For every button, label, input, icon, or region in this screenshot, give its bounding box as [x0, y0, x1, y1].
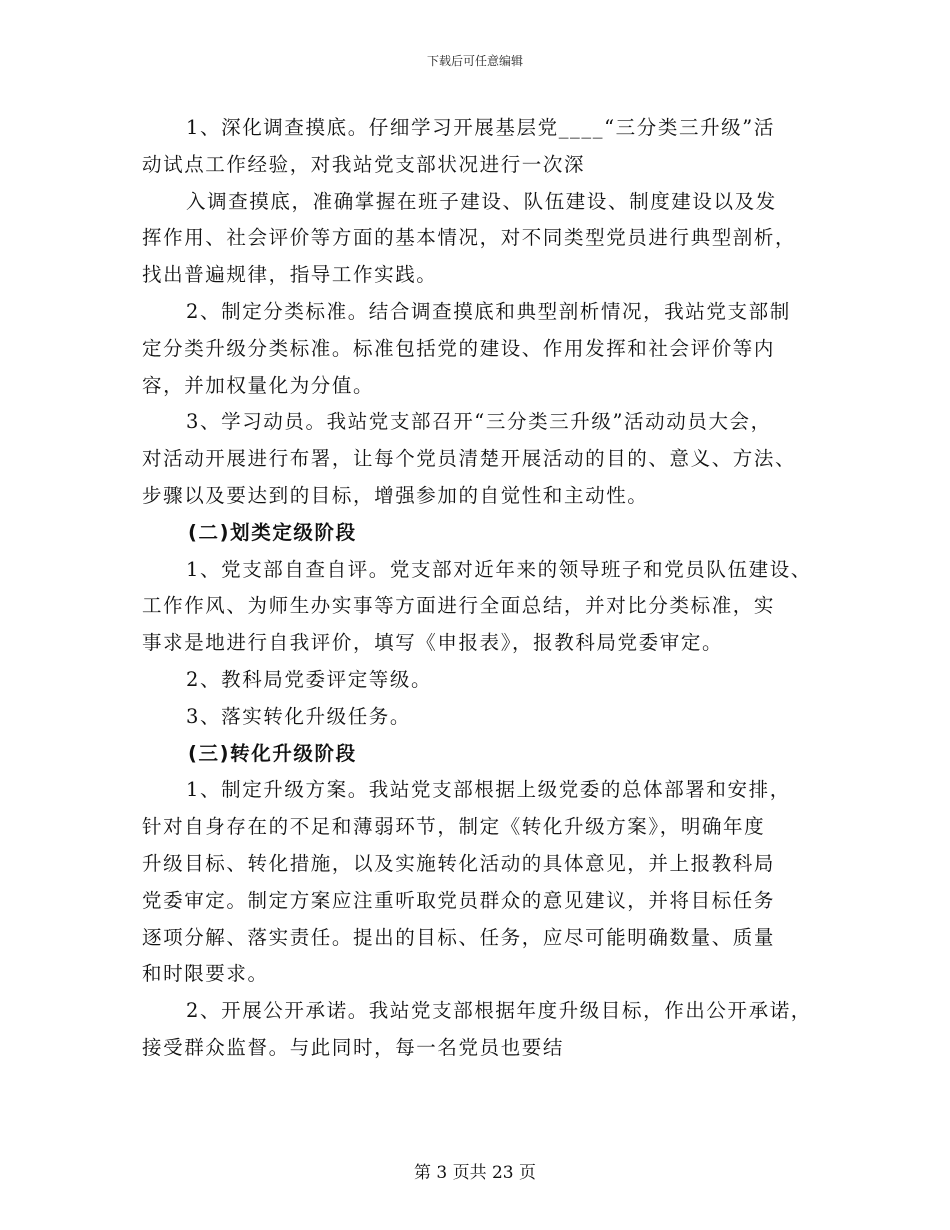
text-line: 挥作用、社会评价等方面的基本情况，对不同类型党员进行典型剖析， — [142, 226, 797, 250]
text-line: 升级目标、转化措施，以及实施转化活动的具体意见，并上报教科局 — [142, 851, 776, 875]
text-line: 对活动开展进行布署，让每个党员清楚开展活动的目的、意义、方法、 — [142, 447, 797, 471]
text-line: 2、教科局党委评定等级。 — [186, 667, 433, 691]
text-line: 针对自身存在的不足和薄弱环节，制定《转化升级方案》，明确年度 — [142, 815, 766, 839]
text-line: 动试点工作经验，对我站党支部状况进行一次深 — [142, 152, 586, 176]
document-body — [142, 110, 810, 1067]
text-line: 找出普遍规律，指导工作实践。 — [142, 263, 438, 287]
section-heading: (三)转化升级阶段 — [188, 741, 357, 765]
text-line: 逐项分解、落实责任。提出的目标、任务，应尽可能明确数量、质量 — [142, 925, 776, 949]
text-line: 接受群众监督。与此同时，每一名党员也要结 — [142, 1035, 565, 1059]
text-line: 入调查摸底，准确掌握在班子建设、队伍建设、制度建设以及发 — [186, 189, 777, 213]
text-line: 1、党支部自查自评。党支部对近年来的领导班子和党员队伍建设、 — [186, 557, 812, 581]
header-note: 下载后可任意编辑 — [426, 54, 523, 68]
text-line: 1、深化调查摸底。仔细学习开展基层党____“三分类三升级”活 — [186, 116, 775, 139]
text-line: 容，并加权量化为分值。 — [142, 373, 375, 397]
text-line: 事求是地进行自我评价，填写《申报表》，报教科局党委审定。 — [142, 631, 724, 655]
page-number: 第 3 页共 23 页 — [413, 1163, 537, 1183]
text-line: 2、制定分类标准。结合调查摸底和典型剖析情况，我站党支部制 — [186, 299, 791, 323]
section-heading: (二)划类定级阶段 — [188, 520, 357, 544]
text-line: 1、制定升级方案。我站党支部根据上级党委的总体部署和安排， — [186, 778, 791, 802]
text-line: 3、落实转化升级任务。 — [186, 704, 412, 728]
text-line: 3、学习动员。我站党支部召开“三分类三升级”活动动员大会， — [186, 410, 772, 434]
text-line: 步骤以及要达到的目标，增强参加的自觉性和主动性。 — [142, 483, 649, 507]
text-line: 定分类升级分类标准。标准包括党的建设、作用发挥和社会评价等内 — [142, 336, 776, 360]
text-line: 工作作风、为师生办实事等方面进行全面总结，并对比分类标准，实 — [142, 594, 776, 618]
text-line: 党委审定。制定方案应注重听取党员群众的意见建议，并将目标任务 — [142, 888, 776, 912]
text-line: 2、开展公开承诺。我站党支部根据年度升级目标，作出公开承诺， — [186, 999, 812, 1023]
text-line: 和时限要求。 — [142, 962, 269, 986]
